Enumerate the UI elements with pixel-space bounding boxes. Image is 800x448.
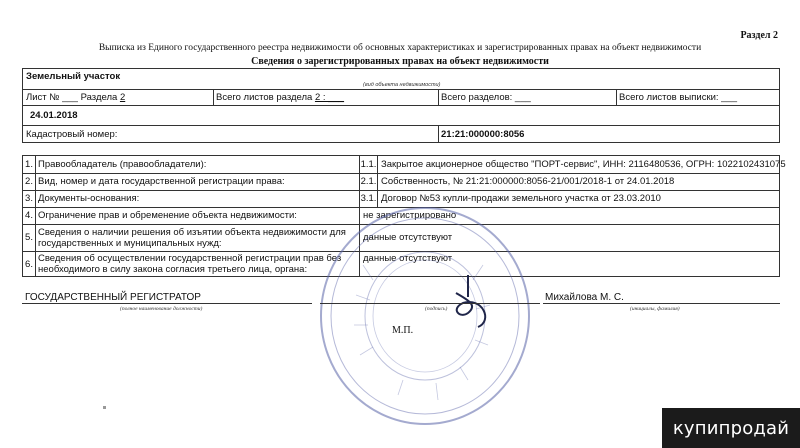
sheet-number bbox=[23, 89, 213, 105]
row-value: Договор №53 купли-продажи земельного участка от 23.03.2010 bbox=[381, 193, 661, 204]
row-number: 3. bbox=[23, 190, 36, 207]
row-number: 6. bbox=[23, 251, 36, 277]
sheet-value: 2 bbox=[119, 91, 126, 103]
row-value: данные отсутствуют bbox=[363, 232, 453, 243]
signature-caption: (подпись) bbox=[425, 306, 448, 312]
row-label: Ограничение прав и обременение объекта недвижимости: bbox=[35, 207, 360, 224]
registrar-position-line bbox=[22, 303, 312, 304]
row-number: 5. bbox=[23, 224, 36, 251]
document-subtitle: Сведения о зарегистрированных правах на объект недвижимости bbox=[251, 56, 549, 67]
row-value: Закрытое акционерное общество "ПОРТ-сервис", ИНН: 2116480536, ОГРН: 1022102431075 bbox=[381, 159, 786, 170]
watermark-logo: купипродай bbox=[662, 408, 800, 448]
row-value: Собственность, № 21:21:000000:8056-21/001/2018-1 от 24.01.2018 bbox=[381, 176, 675, 187]
seal-place-label: М.П. bbox=[392, 325, 414, 336]
total-sheets-label: Всего листов раздела bbox=[216, 91, 313, 103]
date-row bbox=[23, 105, 779, 126]
row-label: Сведения о наличии решения об изъятии объекта недвижимости для государственных и муниципальных нужд: bbox=[35, 224, 360, 251]
row-label: Сведения об осуществлении государственной регистрации прав без необходимого в силу закона согласия третьего лица, органа: bbox=[35, 251, 360, 277]
object-type-caption: (вид объекта недвижимости) bbox=[363, 82, 441, 88]
sheet-label: Лист № ___ Раздела bbox=[26, 91, 118, 103]
registrar-position-caption: (полное наименование должности) bbox=[120, 306, 203, 312]
row-label: Документы-основания: bbox=[35, 190, 360, 207]
cadastral-number: 21:21:000000:8056 bbox=[441, 128, 525, 140]
cadastral-row bbox=[23, 125, 779, 143]
row-value: не зарегистрировано bbox=[363, 210, 457, 221]
total-sections: Всего разделов: ___ bbox=[441, 91, 531, 103]
object-type-row bbox=[23, 69, 779, 90]
signature-line bbox=[320, 303, 540, 304]
row-subnumber: 1.1. bbox=[360, 156, 378, 173]
row-number: 1. bbox=[23, 156, 36, 173]
registrar-position: ГОСУДАРСТВЕННЫЙ РЕГИСТРАТОР bbox=[25, 292, 201, 303]
row-label: Правообладатель (правообладатели): bbox=[35, 156, 360, 173]
seal-stamp bbox=[318, 205, 533, 427]
object-info-block bbox=[22, 68, 780, 143]
object-type: Земельный участок bbox=[26, 71, 121, 82]
total-extract-sheets: Всего листов выписки: ___ bbox=[619, 91, 738, 103]
registrar-name: Михайлова М. С. bbox=[545, 292, 624, 303]
cadastral-label: Кадастровый номер: bbox=[26, 128, 118, 140]
sheet-row bbox=[23, 89, 779, 106]
row-value: данные отсутствуют bbox=[363, 253, 453, 264]
scan-dot bbox=[103, 406, 106, 409]
table-row bbox=[23, 156, 786, 174]
extract-date: 24.01.2018 bbox=[30, 109, 78, 121]
row-number: 2. bbox=[23, 173, 36, 190]
row-number: 4. bbox=[23, 207, 36, 224]
total-sheets-value: 2 : ___ bbox=[314, 91, 345, 103]
table-row bbox=[23, 173, 779, 191]
document-title: Выписка из Единого государственного реестра недвижимости об основных характеристиках и зарегистрированных правах на объект недвижимости bbox=[98, 43, 702, 53]
registrar-name-line bbox=[543, 303, 780, 304]
row-subnumber: 3.1. bbox=[360, 190, 378, 207]
registrar-name-caption: (инициалы, фамилия) bbox=[630, 306, 680, 312]
total-sheets bbox=[213, 89, 438, 105]
row-label: Вид, номер и дата государственной регистрации права: bbox=[35, 173, 360, 190]
row-subnumber: 2.1. bbox=[360, 173, 378, 190]
section-number: Раздел 2 bbox=[740, 30, 778, 41]
